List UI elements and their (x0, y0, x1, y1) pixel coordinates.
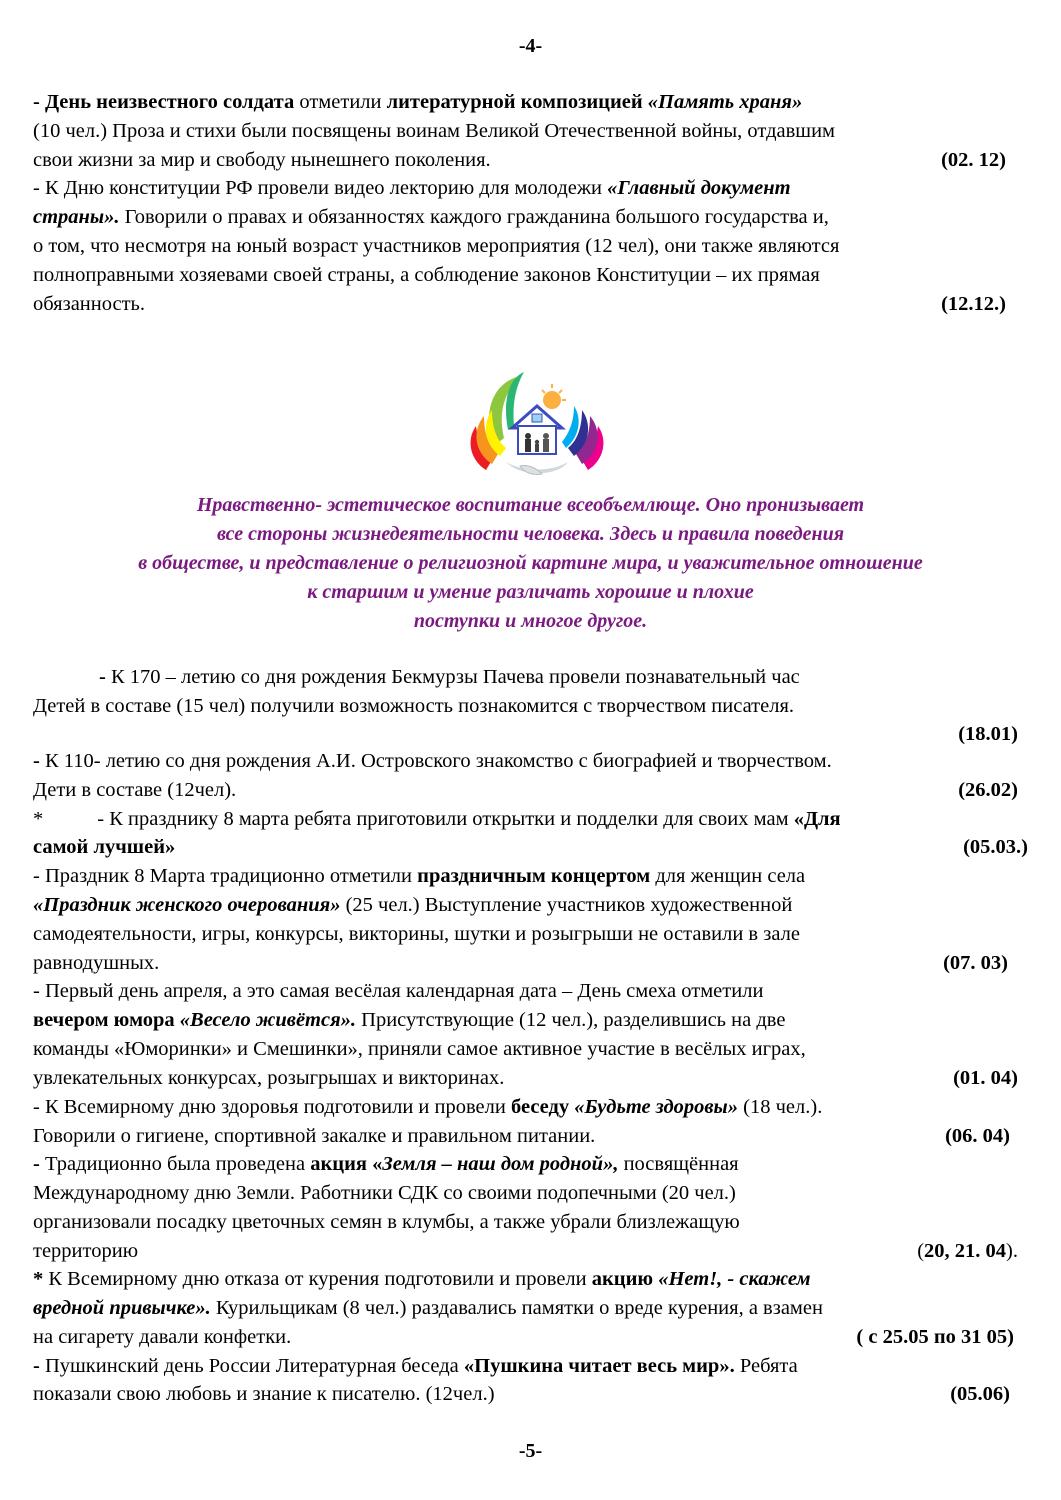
event9-line2: показали свою любовь и знание к писателю. (12чел.) (05.06) (33, 1379, 1018, 1409)
event5-line4: увлекательных конкурсах, розыгрышах и викторинах. (01. 04) (33, 1063, 1018, 1093)
event7-line1: - Традиционно была проведена акция «Земля – наш дом родной», посвящённая (33, 1153, 739, 1175)
event1-line3 (33, 719, 1018, 749)
event5-line1: - Первый день апреля, а это самая весёлая календарная дата – День смеха отметили (33, 980, 764, 1002)
event3-line1: * - К празднику 8 марта ребята приготовили открытки и подделки для своих мам «Для (33, 808, 841, 830)
event7-line2: Международному дню Земли. Работники СДК со своими подопечными (20 чел.) (33, 1182, 736, 1204)
event2-line1: - К 110- летию со дня рождения А.И. Островского знакомство с биографией и творчеством. (33, 750, 832, 772)
event2-line2: Дети в составе (12чел). (26.02) (33, 775, 1018, 805)
para1-line2: (10 чел.) Проза и стихи были посвящены воинам Великой Отечественной войны, отдавшим (33, 120, 836, 142)
event5-line2: вечером юмора «Весело живётся». Присутствующие (12 чел.), разделившись на две (33, 1009, 786, 1031)
page-number-bottom: -5- (518, 1440, 543, 1462)
date-label: (06. 04) (945, 1125, 1010, 1147)
para1-line1: - День неизвестного солдата отметили литературной композицией «Память храня» (33, 91, 803, 113)
event5-line3: команды «Юморинки» и Смешинки», приняли самое активное участие в весёлых играх, (33, 1038, 806, 1060)
event9-line1: - Пушкинский день России Литературная беседа «Пушкина читает весь мир». Ребята (33, 1355, 798, 1377)
date-label: (20, 21. 04). (917, 1240, 1018, 1262)
para2-line4: полноправными хозяевами своей страны, а соблюдение законов Конституции – их прямая (33, 264, 820, 286)
event3-line2: самой лучшей» (05.03.) (33, 832, 1018, 862)
date-label: (07. 03) (943, 952, 1008, 974)
date-label: ( с 25.05 по 31 05) (856, 1326, 1014, 1348)
event6-line2: Говорили о гигиене, спортивной закалке и правильном питании. (06. 04) (33, 1121, 1018, 1151)
para2-line1: - К Дню конституции РФ провели видео лекторию для молодежи «Главный документ (33, 177, 791, 199)
page-number-top: -4- (518, 35, 543, 57)
date-label: (05.03.) (963, 836, 1028, 858)
event7-line3: организовали посадку цветочных семян в клумбы, а также убрали близлежащую (33, 1211, 740, 1233)
para2-line2: страны». Говорили о правах и обязанностях каждого гражданина большого государства и, (33, 206, 829, 228)
family-house-rainbow-logo-icon (462, 368, 612, 490)
date-label: (12.12.) (941, 293, 1006, 315)
event4-line3: самодеятельности, игры, конкурсы, викторины, шутки и розыгрыши не оставили в зале (33, 923, 800, 945)
event4-line1: - Праздник 8 Марта традиционно отметили праздничным концертом для женщин села (33, 865, 806, 887)
event7-line4: территорию (20, 21. 04). (33, 1236, 1018, 1266)
date-label: (02. 12) (941, 149, 1006, 171)
para2-line5: обязанность. (12.12.) (33, 289, 1018, 319)
para1-line3: свои жизни за мир и свободу нынешнего поколения. (02. 12) (33, 145, 1018, 175)
event8-line2: вредной привычке». Курильщикам (8 чел.) раздавались памятки о вреде курения, а взамен (33, 1297, 823, 1319)
para2-line3: о том, что несмотря на юный возраст участников мероприятия (12 чел), они также являются (33, 235, 840, 257)
date-label: (01. 04) (953, 1067, 1018, 1089)
event8-line1: * К Всемирному дню отказа от курения подготовили и провели акцию «Нет!, - скажем (33, 1268, 811, 1290)
date-label: (18.01) (958, 723, 1018, 745)
event1-line1: - К 170 – летию со дня рождения Бекмурзы Пачева провели познавательный час (99, 666, 800, 688)
event8-line3: на сигарету давали конфетки. ( с 25.05 по 31 05) (33, 1322, 1018, 1352)
intro-text: Нравственно- эстетическое воспитание всеобъемлюще. Оно пронизывает все стороны жизнедеятельности человека. Здесь и правила поведения в обществе, и представление о религиозной картине мира, и уважительное отношение к старшим и умение различать хорошие и плохие поступки и многое другое. (138, 494, 923, 632)
date-label: (05.06) (950, 1383, 1010, 1405)
event6-line1: - К Всемирному дню здоровья подготовили и провели беседу «Будьте здоровы» (18 чел.). (33, 1096, 823, 1118)
event4-line4: равнодушных. (07. 03) (33, 948, 1018, 978)
event4-line2: «Праздник женского очерования» (25 чел.) Выступление участников художественной (33, 894, 793, 916)
event1-line2: Детей в составе (15 чел) получили возможность познакомится с творчеством писателя. (33, 695, 795, 717)
date-label: (26.02) (958, 779, 1018, 801)
